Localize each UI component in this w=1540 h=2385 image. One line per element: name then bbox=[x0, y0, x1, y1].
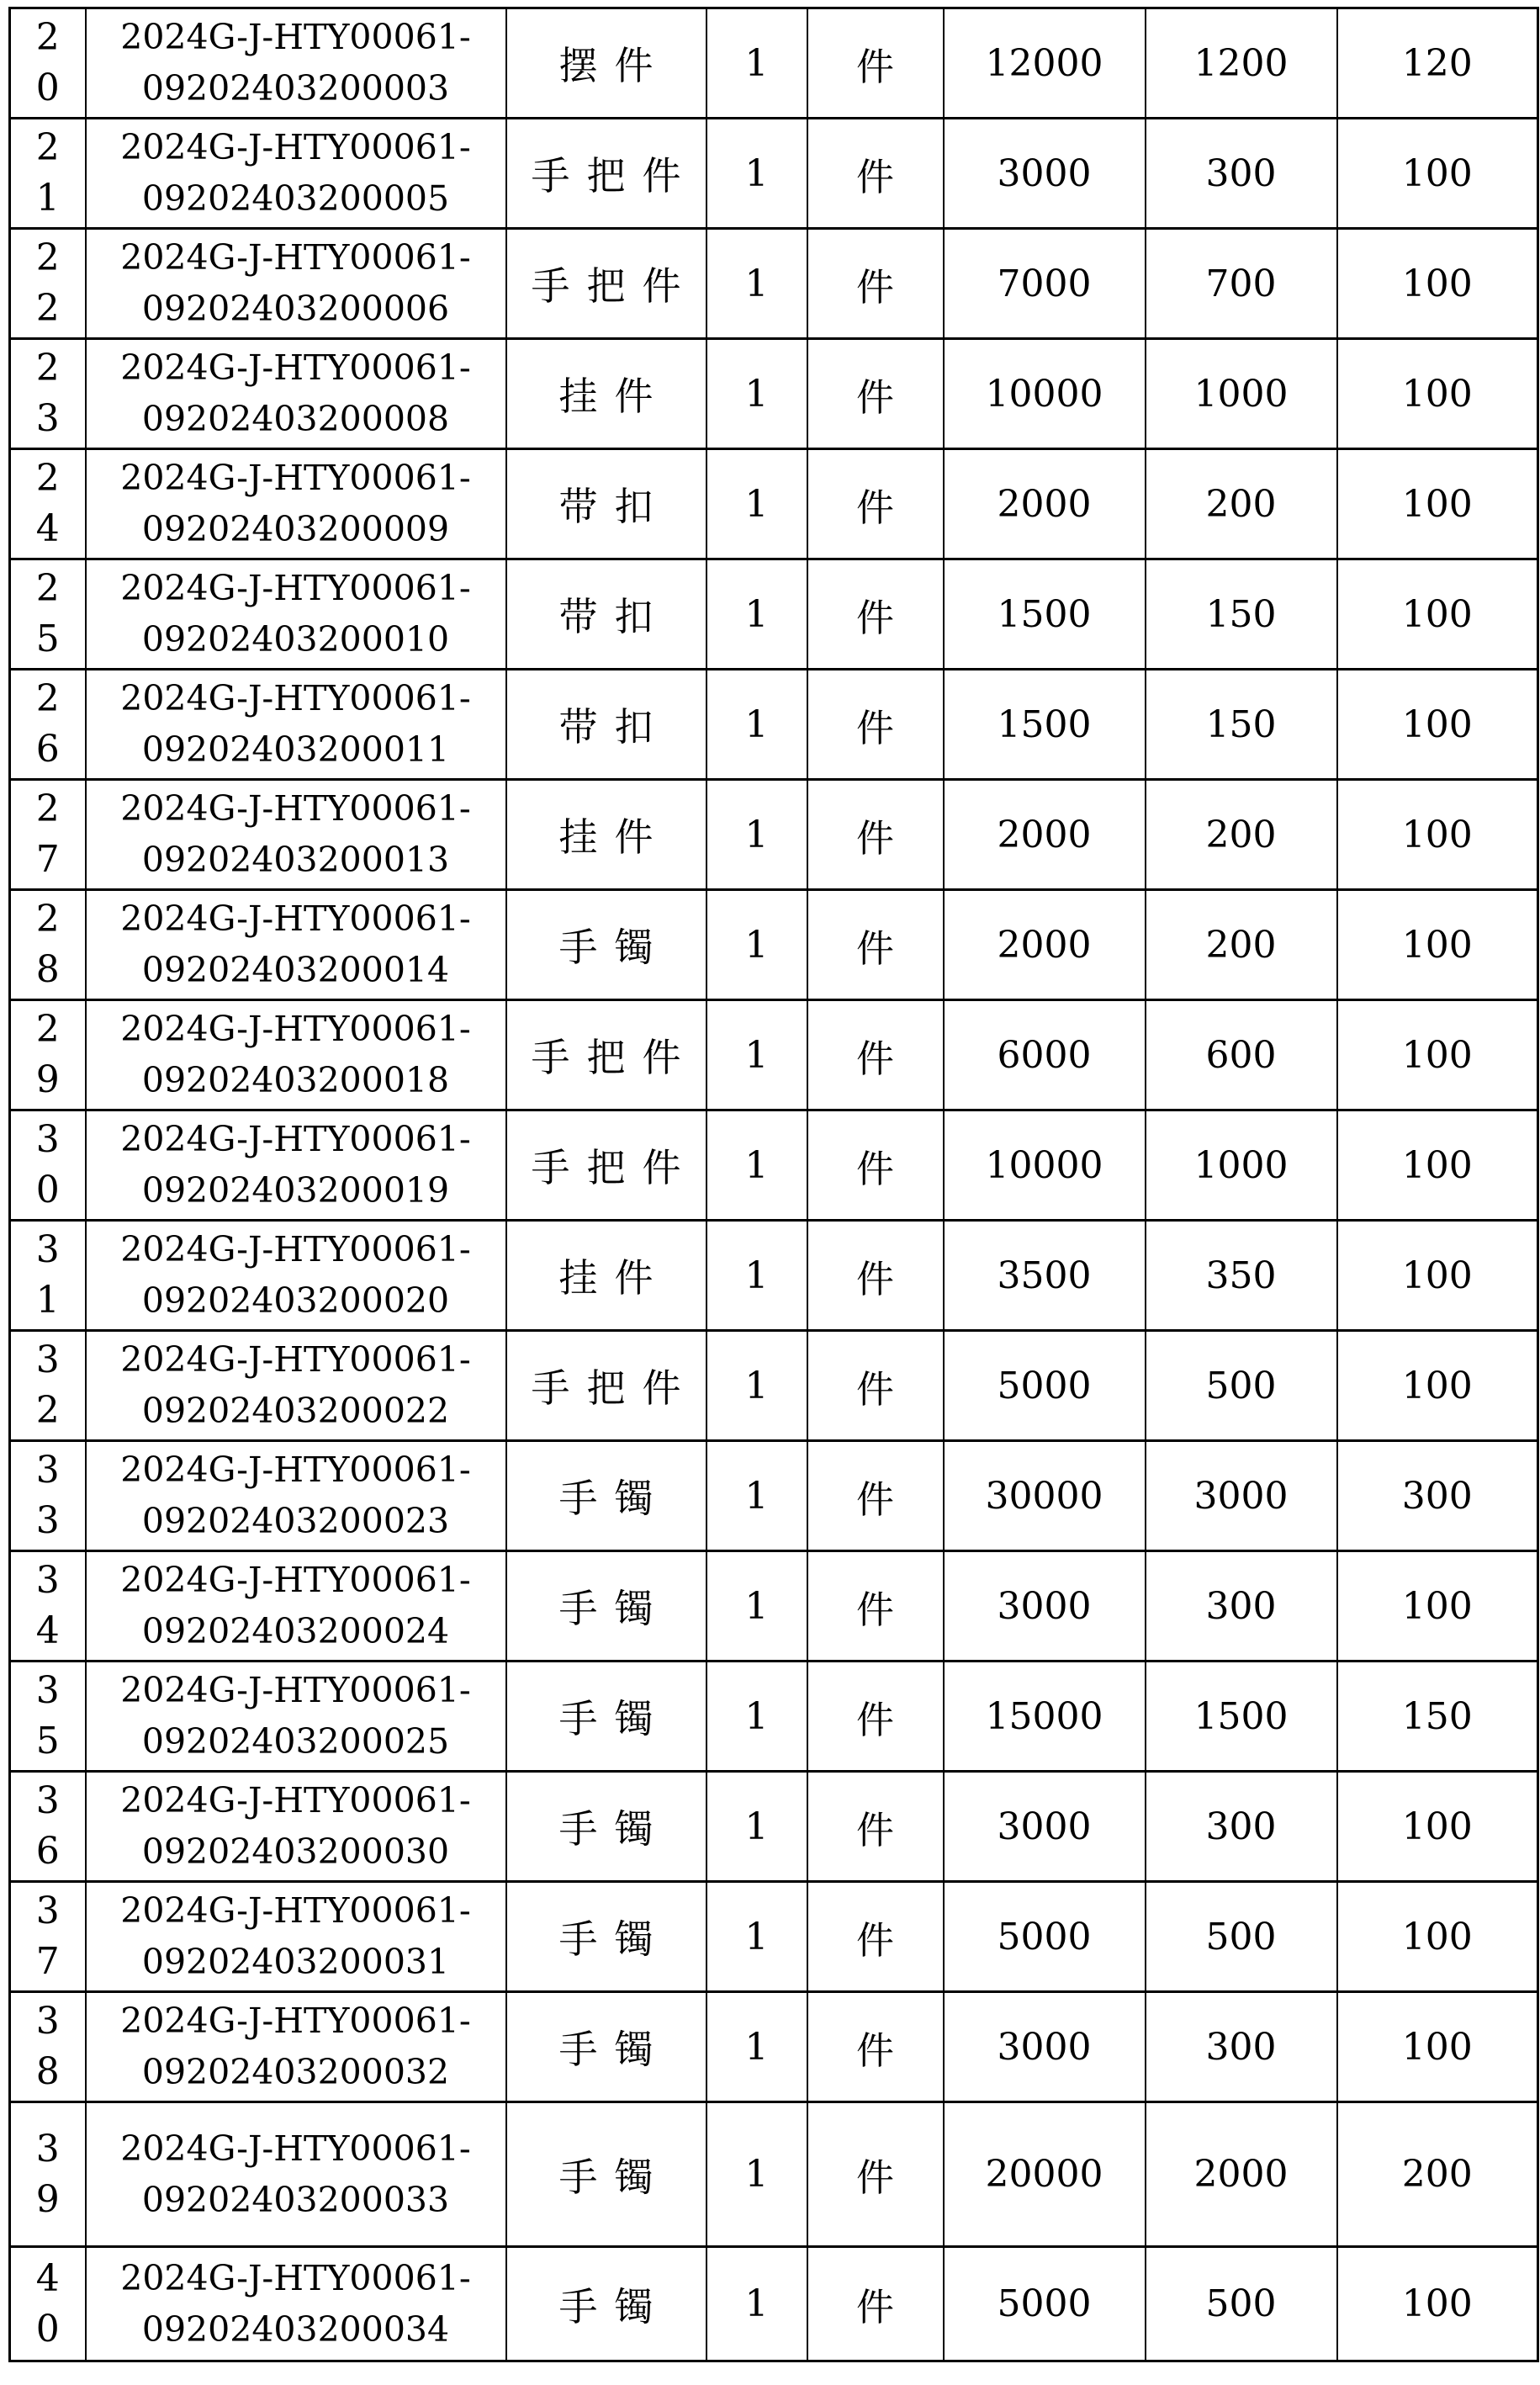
quantity-cell: 1 bbox=[706, 1000, 807, 1110]
unit-cell: 件 bbox=[807, 1110, 944, 1221]
quantity-cell: 1 bbox=[706, 1992, 807, 2102]
value-a-cell: 2000 bbox=[944, 449, 1146, 559]
value-b-cell: 3000 bbox=[1146, 1441, 1337, 1551]
quantity-cell: 1 bbox=[706, 1331, 807, 1441]
lot-code-line2: 09202403200032 bbox=[141, 2052, 450, 2092]
lot-code-line2: 09202403200030 bbox=[141, 1831, 450, 1872]
quantity-cell: 1 bbox=[706, 339, 807, 449]
value-b-cell: 150 bbox=[1146, 559, 1337, 670]
lot-code-cell bbox=[86, 8, 506, 119]
seq-cell bbox=[10, 119, 86, 229]
quantity-cell: 1 bbox=[706, 8, 807, 119]
value-a-cell: 20000 bbox=[944, 2102, 1146, 2247]
quantity-cell: 1 bbox=[706, 670, 807, 780]
unit-cell: 件 bbox=[807, 1772, 944, 1882]
seq-number: 39 bbox=[35, 2127, 60, 2221]
value-b-cell: 500 bbox=[1146, 1331, 1337, 1441]
lot-code-cell bbox=[86, 1662, 506, 1772]
value-b-cell: 1000 bbox=[1146, 339, 1337, 449]
value-b-cell: 350 bbox=[1146, 1221, 1337, 1331]
quantity-cell: 1 bbox=[706, 890, 807, 1000]
value-c-cell: 100 bbox=[1337, 1882, 1538, 1992]
value-c-cell: 100 bbox=[1337, 1110, 1538, 1221]
table-row bbox=[10, 339, 1538, 449]
seq-cell bbox=[10, 559, 86, 670]
lot-code-line1: 2024G-J-HTY00061- bbox=[120, 347, 471, 388]
lot-code-line1: 2024G-J-HTY00061- bbox=[120, 1119, 471, 1159]
table-row bbox=[10, 780, 1538, 890]
value-c-cell: 100 bbox=[1337, 1331, 1538, 1441]
value-b-cell: 200 bbox=[1146, 890, 1337, 1000]
value-a-cell: 3000 bbox=[944, 119, 1146, 229]
table-row bbox=[10, 229, 1538, 339]
value-a-cell: 6000 bbox=[944, 1000, 1146, 1110]
seq-cell bbox=[10, 1551, 86, 1662]
lot-code-line2: 09202403200033 bbox=[141, 2179, 450, 2220]
lot-code-line2: 09202403200023 bbox=[141, 1501, 450, 1541]
seq-cell bbox=[10, 1992, 86, 2102]
lot-code-cell bbox=[86, 1772, 506, 1882]
table-row bbox=[10, 2102, 1538, 2247]
lot-code-cell bbox=[86, 670, 506, 780]
lot-code-cell bbox=[86, 1441, 506, 1551]
lot-code-cell bbox=[86, 1551, 506, 1662]
table-body bbox=[10, 8, 1538, 2361]
lot-code-line1: 2024G-J-HTY00061- bbox=[120, 127, 471, 167]
value-b-cell: 300 bbox=[1146, 1992, 1337, 2102]
lot-code-line2: 09202403200019 bbox=[141, 1170, 450, 1211]
value-a-cell: 5000 bbox=[944, 1331, 1146, 1441]
seq-cell bbox=[10, 1882, 86, 1992]
category-cell: 带扣 bbox=[506, 670, 706, 780]
value-c-cell: 100 bbox=[1337, 339, 1538, 449]
unit-cell: 件 bbox=[807, 890, 944, 1000]
quantity-cell: 1 bbox=[706, 2247, 807, 2361]
value-b-cell: 200 bbox=[1146, 780, 1337, 890]
lot-code-cell bbox=[86, 1992, 506, 2102]
lot-code-line2: 09202403200010 bbox=[141, 619, 450, 660]
lot-code-line1: 2024G-J-HTY00061- bbox=[120, 1450, 471, 1490]
unit-cell: 件 bbox=[807, 1221, 944, 1331]
category-cell: 手镯 bbox=[506, 1551, 706, 1662]
lot-code-line2: 09202403200031 bbox=[141, 1942, 450, 1982]
seq-number: 36 bbox=[35, 1779, 60, 1873]
lots-table bbox=[8, 7, 1539, 2362]
quantity-cell: 1 bbox=[706, 1221, 807, 1331]
seq-cell bbox=[10, 1331, 86, 1441]
value-c-cell: 120 bbox=[1337, 8, 1538, 119]
unit-cell: 件 bbox=[807, 2102, 944, 2247]
lot-code-cell bbox=[86, 1331, 506, 1441]
seq-number: 40 bbox=[35, 2256, 60, 2351]
value-c-cell: 100 bbox=[1337, 449, 1538, 559]
value-b-cell: 300 bbox=[1146, 1551, 1337, 1662]
table-row bbox=[10, 449, 1538, 559]
unit-cell: 件 bbox=[807, 339, 944, 449]
category-cell: 带扣 bbox=[506, 559, 706, 670]
seq-number: 25 bbox=[35, 567, 60, 660]
value-a-cell: 2000 bbox=[944, 890, 1146, 1000]
seq-number: 38 bbox=[35, 2000, 60, 2093]
lot-code-line2: 09202403200018 bbox=[141, 1060, 450, 1100]
seq-number: 22 bbox=[35, 236, 60, 330]
value-c-cell: 100 bbox=[1337, 780, 1538, 890]
unit-cell: 件 bbox=[807, 1000, 944, 1110]
lot-code-line2: 09202403200034 bbox=[141, 2308, 450, 2350]
category-cell: 手镯 bbox=[506, 1772, 706, 1882]
value-b-cell: 1000 bbox=[1146, 1110, 1337, 1221]
lot-code-line1: 2024G-J-HTY00061- bbox=[120, 788, 471, 829]
lot-code-cell bbox=[86, 1110, 506, 1221]
seq-number: 31 bbox=[35, 1228, 60, 1322]
table-row bbox=[10, 1551, 1538, 1662]
seq-cell bbox=[10, 1110, 86, 1221]
quantity-cell: 1 bbox=[706, 229, 807, 339]
value-a-cell: 12000 bbox=[944, 8, 1146, 119]
seq-cell bbox=[10, 449, 86, 559]
seq-number: 35 bbox=[35, 1669, 60, 1762]
value-a-cell: 15000 bbox=[944, 1662, 1146, 1772]
category-cell: 手镯 bbox=[506, 1992, 706, 2102]
value-a-cell: 1500 bbox=[944, 670, 1146, 780]
value-c-cell: 200 bbox=[1337, 2102, 1538, 2247]
table-row bbox=[10, 8, 1538, 119]
seq-number: 32 bbox=[35, 1338, 60, 1432]
lot-code-line1: 2024G-J-HTY00061- bbox=[120, 568, 471, 608]
value-b-cell: 500 bbox=[1146, 2247, 1337, 2361]
table-row bbox=[10, 890, 1538, 1000]
value-c-cell: 100 bbox=[1337, 1772, 1538, 1882]
lot-code-cell bbox=[86, 229, 506, 339]
value-c-cell: 100 bbox=[1337, 119, 1538, 229]
seq-cell bbox=[10, 8, 86, 119]
seq-number: 34 bbox=[35, 1559, 60, 1652]
lot-code-line2: 09202403200006 bbox=[141, 289, 450, 329]
seq-cell bbox=[10, 1441, 86, 1551]
value-a-cell: 3000 bbox=[944, 1551, 1146, 1662]
table-row bbox=[10, 1110, 1538, 1221]
lot-code-line1: 2024G-J-HTY00061- bbox=[120, 2001, 471, 2041]
value-b-cell: 1500 bbox=[1146, 1662, 1337, 1772]
seq-number: 20 bbox=[35, 16, 60, 109]
lot-code-line1: 2024G-J-HTY00061- bbox=[120, 1780, 471, 1821]
lot-code-line1: 2024G-J-HTY00061- bbox=[120, 1009, 471, 1049]
lot-code-line1: 2024G-J-HTY00061- bbox=[120, 458, 471, 498]
table-row bbox=[10, 1331, 1538, 1441]
quantity-cell: 1 bbox=[706, 2102, 807, 2247]
lot-code-line2: 09202403200013 bbox=[141, 840, 450, 880]
quantity-cell: 1 bbox=[706, 1662, 807, 1772]
unit-cell: 件 bbox=[807, 1992, 944, 2102]
lot-code-cell bbox=[86, 559, 506, 670]
value-b-cell: 200 bbox=[1146, 449, 1337, 559]
seq-number: 28 bbox=[35, 898, 60, 991]
value-a-cell: 3000 bbox=[944, 1772, 1146, 1882]
quantity-cell: 1 bbox=[706, 119, 807, 229]
category-cell: 挂件 bbox=[506, 780, 706, 890]
category-cell: 手镯 bbox=[506, 1882, 706, 1992]
value-a-cell: 10000 bbox=[944, 339, 1146, 449]
value-c-cell: 150 bbox=[1337, 1662, 1538, 1772]
value-a-cell: 3000 bbox=[944, 1992, 1146, 2102]
table-row bbox=[10, 1882, 1538, 1992]
quantity-cell: 1 bbox=[706, 1772, 807, 1882]
lot-code-line2: 09202403200008 bbox=[141, 399, 450, 439]
seq-cell bbox=[10, 1772, 86, 1882]
table-row bbox=[10, 119, 1538, 229]
category-cell: 手镯 bbox=[506, 890, 706, 1000]
lot-code-cell bbox=[86, 339, 506, 449]
lot-code-cell bbox=[86, 1221, 506, 1331]
seq-cell bbox=[10, 670, 86, 780]
lot-code-line2: 09202403200009 bbox=[141, 509, 450, 549]
category-cell: 挂件 bbox=[506, 339, 706, 449]
table-row bbox=[10, 2247, 1538, 2361]
value-c-cell: 100 bbox=[1337, 229, 1538, 339]
unit-cell: 件 bbox=[807, 449, 944, 559]
lot-code-line2: 09202403200025 bbox=[141, 1721, 450, 1762]
lot-code-line1: 2024G-J-HTY00061- bbox=[120, 898, 471, 939]
lot-code-line1: 2024G-J-HTY00061- bbox=[120, 17, 471, 57]
value-a-cell: 3500 bbox=[944, 1221, 1146, 1331]
value-b-cell: 500 bbox=[1146, 1882, 1337, 1992]
category-cell: 挂件 bbox=[506, 1221, 706, 1331]
lot-code-line2: 09202403200005 bbox=[141, 178, 450, 219]
value-a-cell: 5000 bbox=[944, 1882, 1146, 1992]
value-c-cell: 100 bbox=[1337, 2247, 1538, 2361]
seq-number: 30 bbox=[35, 1118, 60, 1211]
lot-code-cell bbox=[86, 890, 506, 1000]
category-cell: 手把件 bbox=[506, 1000, 706, 1110]
seq-cell bbox=[10, 339, 86, 449]
unit-cell: 件 bbox=[807, 2247, 944, 2361]
value-c-cell: 100 bbox=[1337, 890, 1538, 1000]
table-row bbox=[10, 1000, 1538, 1110]
seq-number: 24 bbox=[35, 457, 60, 550]
value-c-cell: 100 bbox=[1337, 1551, 1538, 1662]
value-a-cell: 2000 bbox=[944, 780, 1146, 890]
value-c-cell: 100 bbox=[1337, 559, 1538, 670]
category-cell: 手把件 bbox=[506, 119, 706, 229]
unit-cell: 件 bbox=[807, 1331, 944, 1441]
quantity-cell: 1 bbox=[706, 1551, 807, 1662]
lot-code-line1: 2024G-J-HTY00061- bbox=[120, 1670, 471, 1710]
category-cell: 手把件 bbox=[506, 1110, 706, 1221]
value-c-cell: 100 bbox=[1337, 1000, 1538, 1110]
quantity-cell: 1 bbox=[706, 1441, 807, 1551]
lot-code-cell bbox=[86, 780, 506, 890]
value-b-cell: 150 bbox=[1146, 670, 1337, 780]
lot-code-line1: 2024G-J-HTY00061- bbox=[120, 237, 471, 278]
lot-code-cell bbox=[86, 1000, 506, 1110]
quantity-cell: 1 bbox=[706, 1110, 807, 1221]
lot-code-line2: 09202403200003 bbox=[141, 68, 450, 109]
seq-number: 23 bbox=[35, 347, 60, 440]
category-cell: 手镯 bbox=[506, 2247, 706, 2361]
category-cell: 手镯 bbox=[506, 2102, 706, 2247]
value-b-cell: 2000 bbox=[1146, 2102, 1337, 2247]
value-b-cell: 300 bbox=[1146, 1772, 1337, 1882]
lot-code-line1: 2024G-J-HTY00061- bbox=[120, 1229, 471, 1269]
lot-code-cell bbox=[86, 119, 506, 229]
value-a-cell: 30000 bbox=[944, 1441, 1146, 1551]
seq-number: 26 bbox=[35, 677, 60, 771]
value-c-cell: 300 bbox=[1337, 1441, 1538, 1551]
seq-cell bbox=[10, 780, 86, 890]
quantity-cell: 1 bbox=[706, 449, 807, 559]
value-b-cell: 600 bbox=[1146, 1000, 1337, 1110]
value-b-cell: 300 bbox=[1146, 119, 1337, 229]
lot-code-line2: 09202403200024 bbox=[141, 1611, 450, 1651]
lot-code-line2: 09202403200014 bbox=[141, 950, 450, 990]
lot-code-cell bbox=[86, 449, 506, 559]
category-cell: 摆件 bbox=[506, 8, 706, 119]
lot-code-line1: 2024G-J-HTY00061- bbox=[120, 2257, 471, 2298]
lot-code-cell bbox=[86, 2247, 506, 2361]
value-a-cell: 10000 bbox=[944, 1110, 1146, 1221]
seq-cell bbox=[10, 2247, 86, 2361]
lot-code-cell bbox=[86, 1882, 506, 1992]
seq-number: 29 bbox=[35, 1008, 60, 1101]
lot-code-line1: 2024G-J-HTY00061- bbox=[120, 678, 471, 718]
unit-cell: 件 bbox=[807, 1441, 944, 1551]
unit-cell: 件 bbox=[807, 1662, 944, 1772]
seq-cell bbox=[10, 1221, 86, 1331]
value-b-cell: 1200 bbox=[1146, 8, 1337, 119]
seq-cell bbox=[10, 890, 86, 1000]
table-row bbox=[10, 1662, 1538, 1772]
lot-code-line2: 09202403200022 bbox=[141, 1391, 450, 1431]
value-a-cell: 5000 bbox=[944, 2247, 1146, 2361]
quantity-cell: 1 bbox=[706, 559, 807, 670]
value-a-cell: 1500 bbox=[944, 559, 1146, 670]
seq-cell bbox=[10, 1000, 86, 1110]
category-cell: 手镯 bbox=[506, 1441, 706, 1551]
lot-code-line2: 09202403200020 bbox=[141, 1280, 450, 1321]
unit-cell: 件 bbox=[807, 8, 944, 119]
unit-cell: 件 bbox=[807, 1882, 944, 1992]
unit-cell: 件 bbox=[807, 119, 944, 229]
lot-code-line1: 2024G-J-HTY00061- bbox=[120, 1560, 471, 1600]
table-row bbox=[10, 559, 1538, 670]
unit-cell: 件 bbox=[807, 1551, 944, 1662]
lot-code-line1: 2024G-J-HTY00061- bbox=[120, 1339, 471, 1380]
seq-number: 21 bbox=[35, 126, 60, 220]
value-c-cell: 100 bbox=[1337, 1221, 1538, 1331]
category-cell: 手把件 bbox=[506, 1331, 706, 1441]
unit-cell: 件 bbox=[807, 780, 944, 890]
category-cell: 手把件 bbox=[506, 229, 706, 339]
unit-cell: 件 bbox=[807, 229, 944, 339]
table-row bbox=[10, 1992, 1538, 2102]
table-row bbox=[10, 670, 1538, 780]
value-c-cell: 100 bbox=[1337, 1992, 1538, 2102]
seq-cell bbox=[10, 1662, 86, 1772]
seq-cell bbox=[10, 229, 86, 339]
unit-cell: 件 bbox=[807, 559, 944, 670]
value-a-cell: 7000 bbox=[944, 229, 1146, 339]
category-cell: 带扣 bbox=[506, 449, 706, 559]
value-b-cell: 700 bbox=[1146, 229, 1337, 339]
seq-cell bbox=[10, 2102, 86, 2247]
category-cell: 手镯 bbox=[506, 1662, 706, 1772]
table-row bbox=[10, 1772, 1538, 1882]
lot-code-line1: 2024G-J-HTY00061- bbox=[120, 1890, 471, 1931]
seq-number: 27 bbox=[35, 787, 60, 881]
quantity-cell: 1 bbox=[706, 1882, 807, 1992]
seq-number: 37 bbox=[35, 1889, 60, 1983]
lot-code-cell bbox=[86, 2102, 506, 2247]
lot-code-line1: 2024G-J-HTY00061- bbox=[120, 2128, 471, 2169]
unit-cell: 件 bbox=[807, 670, 944, 780]
table-row bbox=[10, 1441, 1538, 1551]
value-c-cell: 100 bbox=[1337, 670, 1538, 780]
table-row bbox=[10, 1221, 1538, 1331]
quantity-cell: 1 bbox=[706, 780, 807, 890]
seq-number: 33 bbox=[35, 1449, 60, 1542]
lot-code-line2: 09202403200011 bbox=[141, 729, 450, 770]
